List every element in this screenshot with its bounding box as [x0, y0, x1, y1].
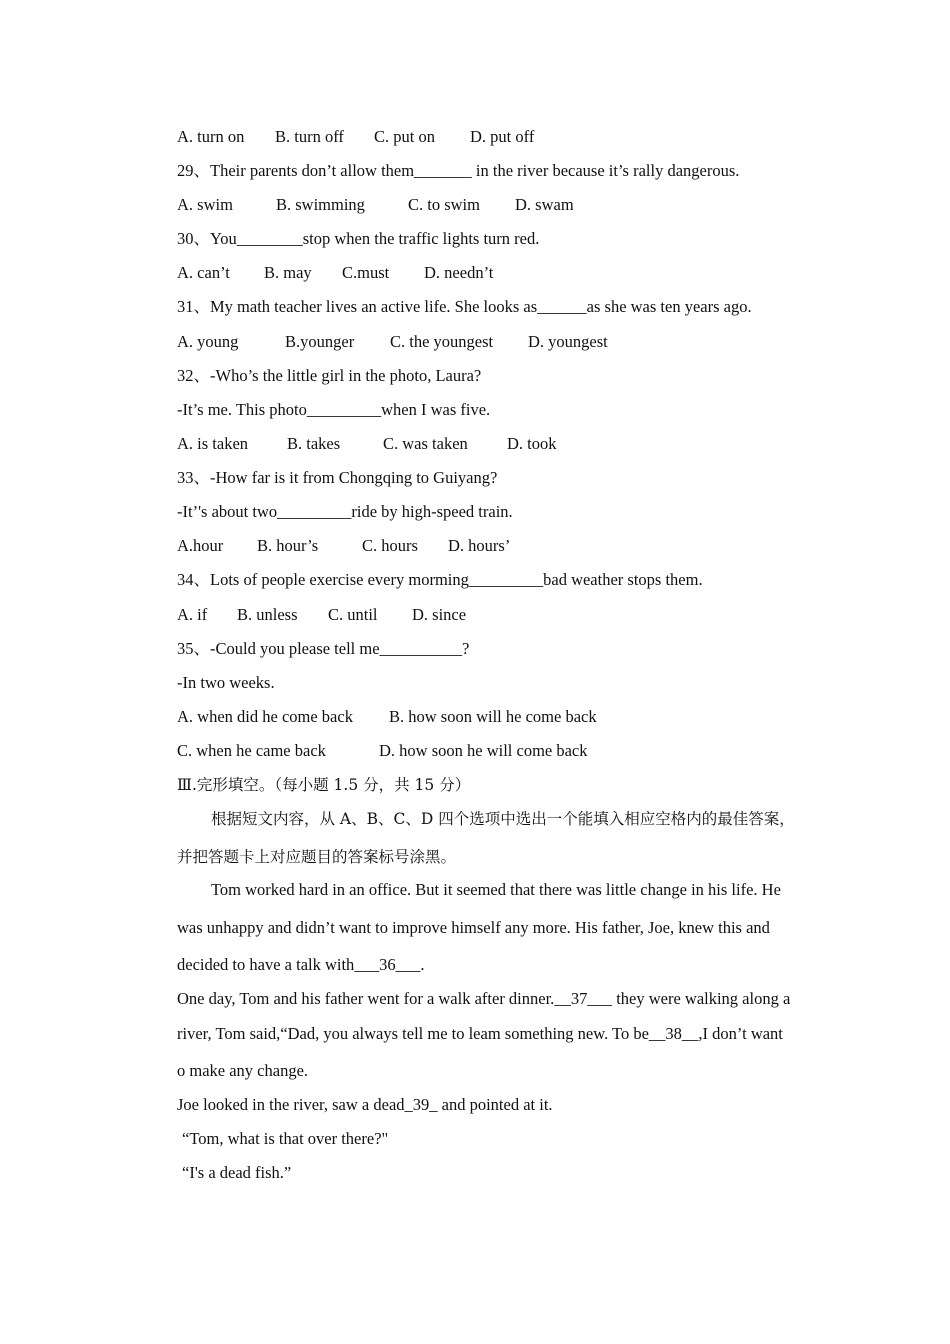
cloze-blank-38: __38__: [648, 1024, 699, 1043]
q33-option-b: B. hour’s: [257, 536, 319, 555]
q31-option-c: C. the youngest: [390, 332, 494, 351]
q29-option-d: D. swam: [515, 195, 574, 214]
passage-text: One day, Tom and his father went for a walk after dinner.: [177, 989, 555, 1008]
dialogue-line: “I's a dead fish.”: [182, 1163, 292, 1182]
q31-stem: 31、My math teacher lives an active life. She looks as______as she was ten years ago.: [177, 297, 752, 316]
dialogue-line: “Tom, what is that over there?": [182, 1129, 389, 1148]
cloze-blank-37: __37___: [554, 989, 613, 1008]
q28-option-a: A. turn on: [177, 127, 245, 146]
q32-option-c: C. was taken: [383, 434, 468, 453]
passage-line: [177, 955, 424, 975]
passage-text: and pointed at it.: [437, 1095, 553, 1114]
q30-option-c: C.must: [342, 263, 390, 282]
q28-option-b: B. turn off: [275, 127, 344, 146]
q31-option-d: D. youngest: [528, 332, 608, 351]
q29-option-c: C. to swim: [408, 195, 480, 214]
passage-line: [177, 1024, 783, 1044]
q35-option-a: A. when did he come back: [177, 707, 353, 726]
q34-option-d: D. since: [412, 605, 467, 624]
q32-reply: -It’s me. This photo_________when I was five.: [177, 400, 491, 419]
q29-stem: 29、Their parents don’t allow them_______ in the river because it’s rally dangerous.: [177, 161, 740, 180]
passage-line: [177, 1095, 553, 1115]
q34-option-c: C. until: [328, 605, 378, 624]
q28-option-d: D. put off: [470, 127, 535, 146]
q33-reply: -It’'s about two_________ride by high-speed train.: [177, 502, 513, 521]
passage-text: they were walking along a: [612, 989, 791, 1008]
q34-stem: 34、Lots of people exercise every morming_________bad weather stops them.: [177, 570, 703, 589]
passage-text: ,I don’t want: [698, 1024, 783, 1043]
passage-line: o make any change.: [177, 1061, 309, 1080]
passage-text: river, Tom said,“Dad, you always tell me to leam something new. To be: [177, 1024, 649, 1043]
q33-option-d: D. hours’: [448, 536, 511, 555]
passage-text: Joe looked in the river, saw a dead: [177, 1095, 405, 1114]
q35-option-d: D. how soon he will come back: [379, 741, 588, 760]
q32-option-d: D. took: [507, 434, 557, 453]
q33-stem: 33、-How far is it from Chongqing to Guiyang?: [177, 468, 498, 487]
passage-line: [177, 989, 790, 1009]
passage-line: Tom worked hard in an office. But it seemed that there was little change in his life. He: [211, 880, 781, 899]
q29-option-b: B. swimming: [276, 195, 365, 214]
q30-option-a: A. can’t: [177, 263, 230, 282]
q30-option-b: B. may: [264, 263, 312, 282]
q35-option-c: C. when he came back: [177, 741, 326, 760]
q28-option-c: C. put on: [374, 127, 435, 146]
q35-stem: 35、-Could you please tell me__________?: [177, 639, 470, 658]
q31-option-a: A. young: [177, 332, 239, 351]
q34-option-a: A. if: [177, 605, 208, 624]
q32-stem: 32、-Who’s the little girl in the photo, Laura?: [177, 366, 482, 385]
q35-option-b: B. how soon will he come back: [389, 707, 597, 726]
q30-option-d: D. needn’t: [424, 263, 494, 282]
passage-line: was unhappy and didn’t want to improve himself any more. His father, Joe, knew this and: [177, 918, 770, 937]
passage-text: decided to have a talk with: [177, 955, 355, 974]
q34-option-b: B. unless: [237, 605, 298, 624]
q33-option-a: A.hour: [177, 536, 224, 555]
section-heading: Ⅲ.完形填空。（每小题 1.5 分，共 15 分）: [177, 776, 471, 794]
section-instruction-line-1: 根据短文内容，从 A、B、C、D 四个选项中选出一个能填入相应空格内的最佳答案，: [211, 810, 795, 828]
q32-option-a: A. is taken: [177, 434, 249, 453]
cloze-blank-39: _39_: [404, 1095, 438, 1114]
section-instruction-line-2: 并把答题卡上对应题目的答案标号涂黑。: [177, 848, 457, 866]
q30-stem: 30、You________stop when the traffic lights turn red.: [177, 229, 540, 248]
q33-option-c: C. hours: [362, 536, 418, 555]
q32-option-b: B. takes: [287, 434, 341, 453]
q35-reply: -In two weeks.: [177, 673, 275, 692]
q31-option-b: B.younger: [285, 332, 355, 351]
cloze-blank-36: ___36___.: [354, 955, 425, 974]
q29-option-a: A. swim: [177, 195, 233, 214]
